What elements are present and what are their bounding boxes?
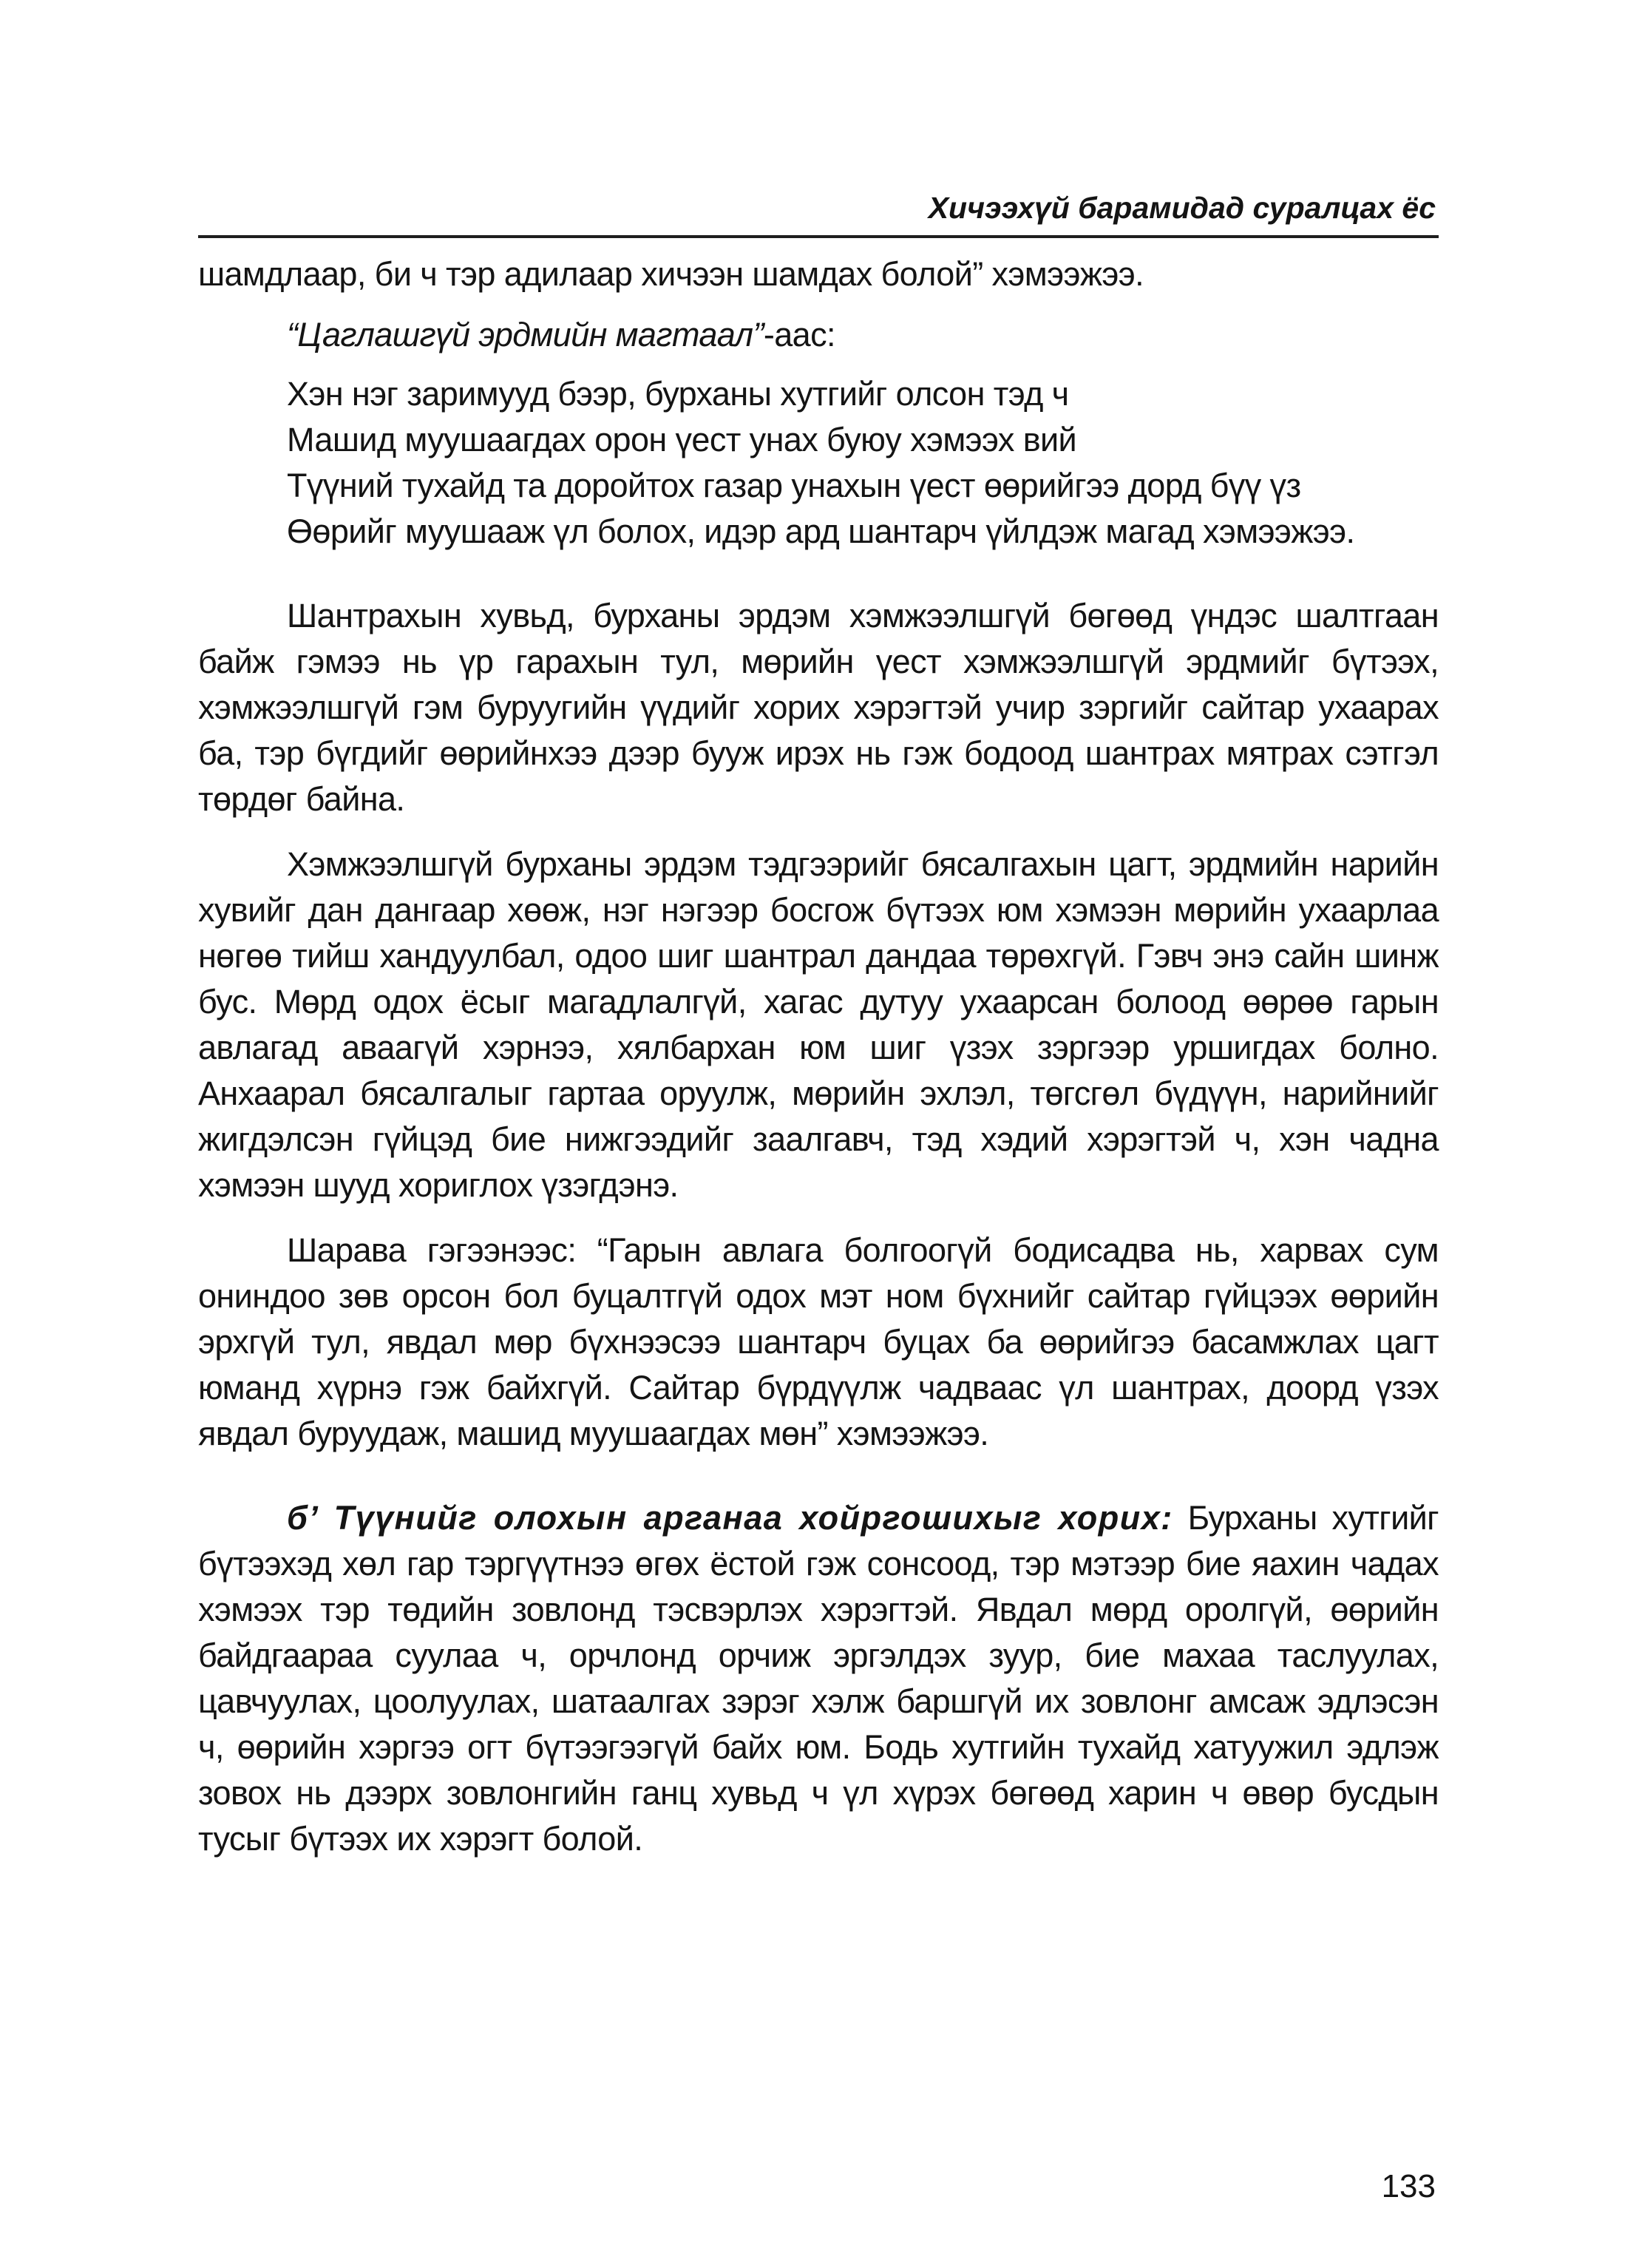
- running-header: Хичээхүй барамидад суралцах ёс: [928, 191, 1436, 225]
- source-title: “Цаглашгүй эрдмийн магтаал”: [287, 316, 764, 353]
- section-text: Бурханы хутгийг бүтээхэд хөл гар тэргүүтнээ өгөх ёстой гэж сонсоод, тэр мэтээр бие яахин чадах хэмээх тэр төдийн зовлонд тэсвэрлэх хэрэгтэй. Явдал мөрд оролгүй, өөрийн байдгаараа суулаа ч, орчлонд орчиж эргэлдэх зуур, бие махаа таслуулах, цавчуулах, цоолуулах, шатаалгах зэрэг хэлж баршгүй их зовлонг амсаж эдлэсэн ч, өөрийн хэргээ огт бүтээгээгүй байх юм. Бодь хутгийн тухайд хатуужил эдлэж зовох нь дээрх зовлонгийн ганц хувьд ч үл хүрэх бөгөөд харин ч өвөр бусдын тусыг бүтээх их хэрэгт болой.: [198, 1499, 1439, 1858]
- verse-line: Машид муушаагдах орон үест унах буюу хэмээх вий: [287, 421, 1077, 458]
- verse-line: Өөрийг муушааж үл болох, идэр ард шантарч үйлдэж магад хэмээжээ.: [287, 512, 1355, 550]
- page-body: [198, 251, 1439, 1862]
- page-number: 133: [1381, 2168, 1436, 2204]
- verse-quote: [198, 371, 1439, 555]
- verse-line: Хэн нэг заримууд бээр, бурханы хутгийг олсон тэд ч: [287, 375, 1069, 413]
- section-heading: б’ Түүнийг олохын арганаа хойргошихыг хорих:: [287, 1499, 1173, 1537]
- paragraph: Шарава гэгээнээс: “Гарын авлага болгоогүй бодисадва нь, харвах сум ониндоо зөв орсон бол буцалтгүй одох мэт ном бүхнийг сайтар гүйцээх өөрийн эрхгүй тул, явдал мөр бүхнээсээ шантарч буцах ба өөрийгээ басамжлах цагт юманд хүрнэ гэж байхгүй. Сайтар бүрдүүлж чадвaас үл шантрах, доорд үзэх явдал буруудаж, машид муушаагдах мөн” хэмээжээ.: [198, 1231, 1439, 1452]
- source-citation: [198, 312, 1439, 358]
- continuation-line: шамдлаар, би ч тэр адилаар хичээн шамдах болой” хэмээжээ.: [198, 255, 1144, 293]
- header-rule: [198, 235, 1439, 238]
- paragraph: Шантрахын хувьд, бурханы эрдэм хэмжээлшгүй бөгөөд үндэс шалтгаан байж гэмээ нь үр гарахын тул, мөрийн үест хэмжээлшгүй эрдмийг бүтээх, хэмжээлшгүй гэм буруугийн үүдийг хорих хэрэгтэй учир зэргийг сайтар ухаарах ба, тэр бүгдийг өөрийнхээ дээр бууж ирэх нь гэж бодоод шантрах мятрах сэтгэл төрдөг байна.: [198, 597, 1439, 818]
- verse-line: Түүний тухайд та доройтох газар унахын үест өөрийгээ дорд бүү үз: [287, 467, 1301, 504]
- section-paragraph: [198, 1495, 1439, 1862]
- source-suffix: -аас:: [763, 316, 835, 353]
- book-page: [198, 185, 1439, 2204]
- paragraph: Хэмжээлшгүй бурханы эрдэм тэдгээрийг бясалгахын цагт, эрдмийн нарийн хувийг дан дангаар хөөж, нэг нэгээр босгож бүтээх юм хэмээн мөрийн ухаарлаа нөгөө тийш хандуулбал, одоо шиг шантрал дандаа төрөхгүй. Гэвч энэ сайн шинж бус. Мөрд одох ёсыг магадлалгүй, хагас дутуу ухаарсан болоод өөрөө гарын авлагад аваагүй хэрнээ, хялбархан юм шиг үзэх зэргээр уршигдах болно. Анхаарал бясалгалыг гартаа оруулж, мөрийн эхлэл, төгсгөл бүдүүн, нарийнийг жигдэлсэн гүйцэд бие нижгээдийг заалгавч, тэд хэдий хэрэгтэй ч, хэн чадна хэмээн шууд хориглох үзэгдэнэ.: [198, 845, 1439, 1204]
